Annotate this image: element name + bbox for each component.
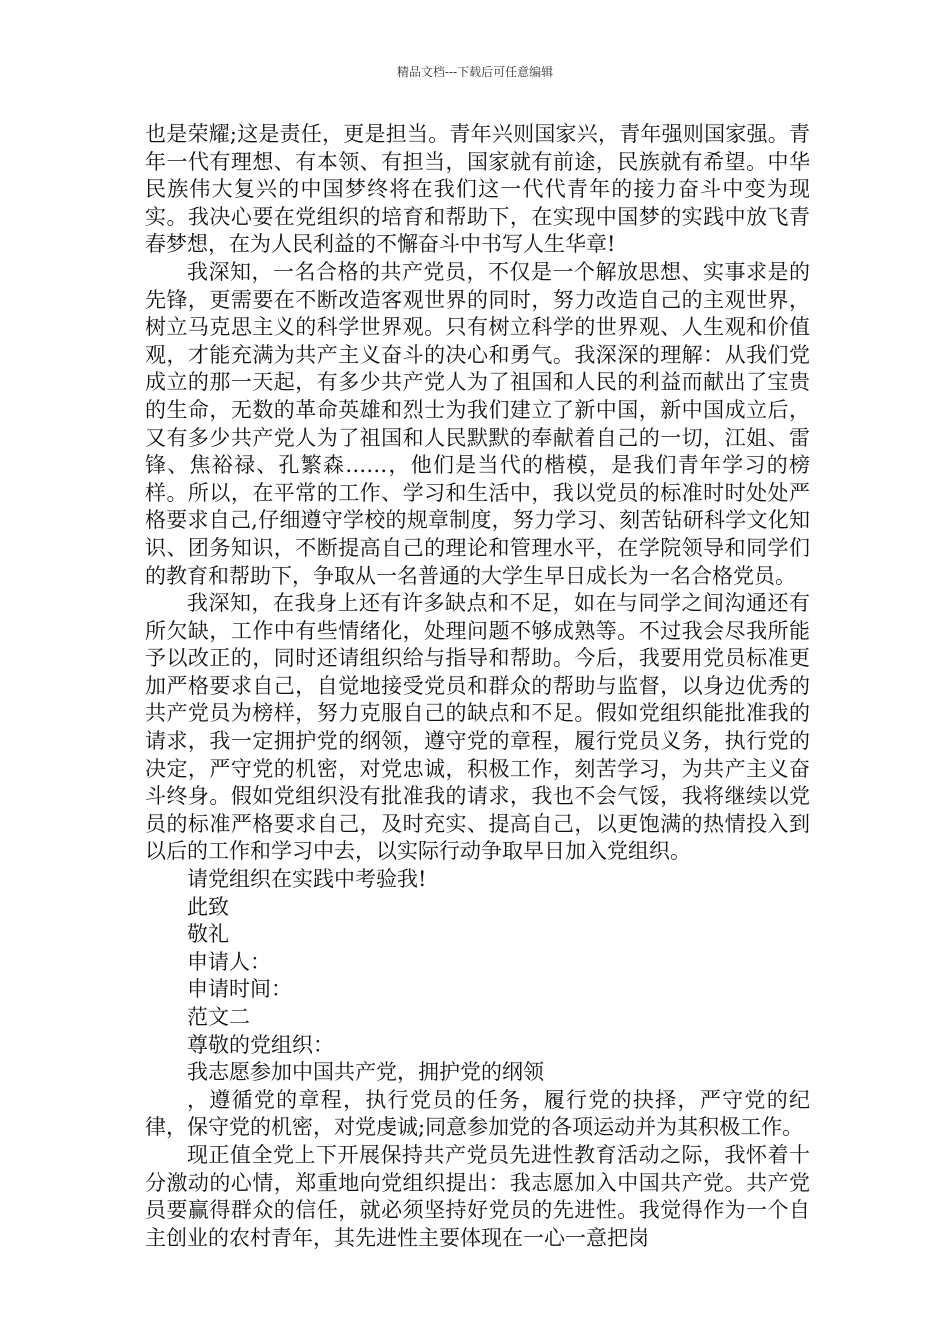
paragraph: ，遵循党的章程，执行党员的任务，履行党的抉择，严守党的纪律，保守党的机密，对党虔诚;同意参加党的各项运动并为其积极工作。 [145, 1087, 810, 1140]
section-title: 范文二 [187, 1005, 250, 1029]
document-body [145, 121, 810, 1252]
application-date-label: 申请时间： [187, 977, 292, 1002]
page-header: 精品文档---下载后可任意编辑 [396, 65, 554, 79]
paragraph: 我深知，在我身上还有许多缺点和不足，如在与同学之间沟通还有所欠缺，工作中有些情绪化，处理问题不够成熟等。不过我会尽我所能予以改正的，同时还请组织给与指导和帮助。今后，我要用党员标准更加严格要求自己，自觉地接受党员和群众的帮助与监督，以身边优秀的共产党员为榜样，努力克服自己的缺点和不足。假如党组织能批准我的请求，我一定拥护党的纲领，遵守党的章程，履行党员义务，执行党的决定，严守党的机密，对党忠诚，积极工作，刻苦学习，为共产主义奋斗终身。假如党组织没有批准我的请求，我也不会气馁，我将继续以党员的标准严格要求自己，及时充实、提高自己，以更饱满的热情投入到以后的工作和学习中去，以实际行动争取早日加入党组织。 [145, 591, 810, 864]
paragraph: 我深知，一名合格的共产党员，不仅是一个解放思想、实事求是的先锋，更需要在不断改造客观世界的同时，努力改造自己的主观世界，树立马克思主义的科学世界观。只有树立科学的世界观、人生观和价值观，才能充满为共产主义奋斗的决心和勇气。我深深的理解：从我们党成立的那一天起，有多少共产党人为了祖国和人民的利益而献出了宝贵的生命，无数的革命英雄和烈士为我们建立了新中国，新中国成立后，又有多少共产党人为了祖国和人民默默的奉献着自己的一切，江姐、雷锋、焦裕禄、孔繁森……，他们是当代的楷模，是我们青年学习的榜样。所以，在平常的工作、学习和生活中，我以党员的标准时时处处严格要求自己,仔细遵守学校的规章制度，努力学习、刻苦钻研科学文化知识、团务知识，不断提高自己的理论和管理水平，在学院领导和同学们的教育和帮助下，争取从一名普通的大学生早日成长为一名合格党员。 [145, 259, 810, 588]
paragraph: 我志愿参加中国共产党，拥护党的纲领 [187, 1060, 544, 1085]
salutation-jingli: 敬礼 [187, 922, 229, 947]
closing-request: 请党组织在实践中考验我! [187, 867, 427, 892]
paragraph: 现正值全党上下开展保持共产党员先进性教育活动之际，我怀着十分激动的心情，郑重地向党组织提出：我志愿加入中国共产党。共产党员要赢得群众的信任，就必须坚持好党员的先进性。我觉得作为一个自主创业的农村青年，其先进性主要体现在一心一意把岗 [145, 1142, 810, 1250]
paragraph-continued: 也是荣耀;这是责任，更是担当。青年兴则国家兴，青年强则国家强。青年一代有理想、有本领、有担当，国家就有前途，民族就有希望。中华民族伟大复兴的中国梦终将在我们这一代代青年的接力奋斗中变为现实。我决心要在党组织的培育和帮助下，在实现中国梦的实践中放飞青春梦想，在为人民利益的不懈奋斗中书写人生华章! [145, 122, 810, 257]
salutation-cizhi: 此致 [187, 894, 229, 919]
letter-greeting: 尊敬的党组织： [187, 1032, 334, 1057]
applicant-label: 申请人： [187, 949, 271, 974]
